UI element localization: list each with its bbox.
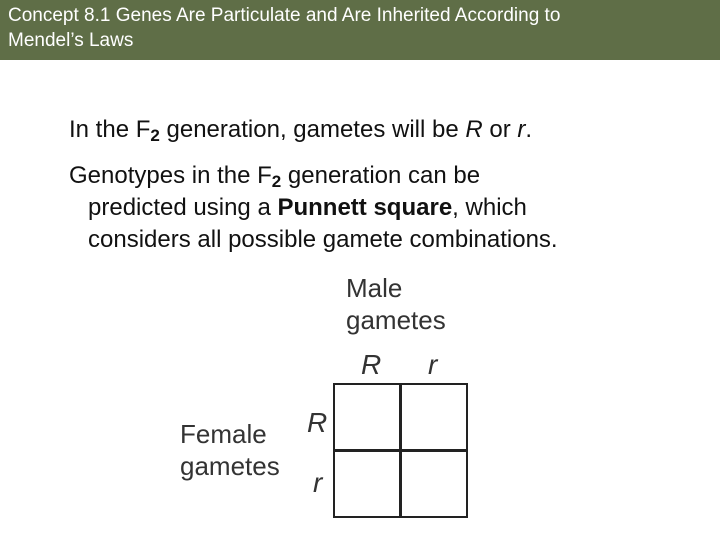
female-allele-R: R [307,407,328,438]
subscript: 2 [150,126,160,145]
bullet-1-text: . [525,116,533,143]
bullet-1-text: In the F [69,116,151,143]
title-line-1: Concept 8.1 Genes Are Particulate and Are Inherited According to [8,5,561,26]
female-allele-r: r [313,467,323,498]
punnett-cell [333,383,401,451]
punnett-cell [400,450,468,518]
label-line: Female [180,419,267,449]
punnett-cell [333,450,401,518]
subscript: 2 [271,172,282,191]
key-term: Punnett square [277,194,453,221]
male-allele-R: R [361,349,382,380]
title-line-2: Mendel’s Laws [8,30,134,51]
male-allele-r: r [428,349,438,380]
male-gametes-label [346,272,486,336]
label-line: Male [346,273,403,303]
label-line: gametes [346,305,446,335]
female-gametes-label [180,418,310,482]
bullet-2-text: predicted using a [88,194,278,221]
bullet-2-text: generation can be [281,162,481,189]
bullet-1-text: generation, gametes will be [159,116,466,143]
bullet-2-line-3: considers all possible gamete combinations. [88,226,558,253]
label-line: gametes [180,451,280,481]
bullet-2-text: , which [452,194,527,221]
allele-r: r [517,116,526,143]
bullet-1-text: or [482,116,518,143]
punnett-cell [400,383,468,451]
punnett-square [333,383,469,519]
bullet-2-text: Genotypes in the F [69,162,272,189]
allele-R: R [465,116,483,143]
